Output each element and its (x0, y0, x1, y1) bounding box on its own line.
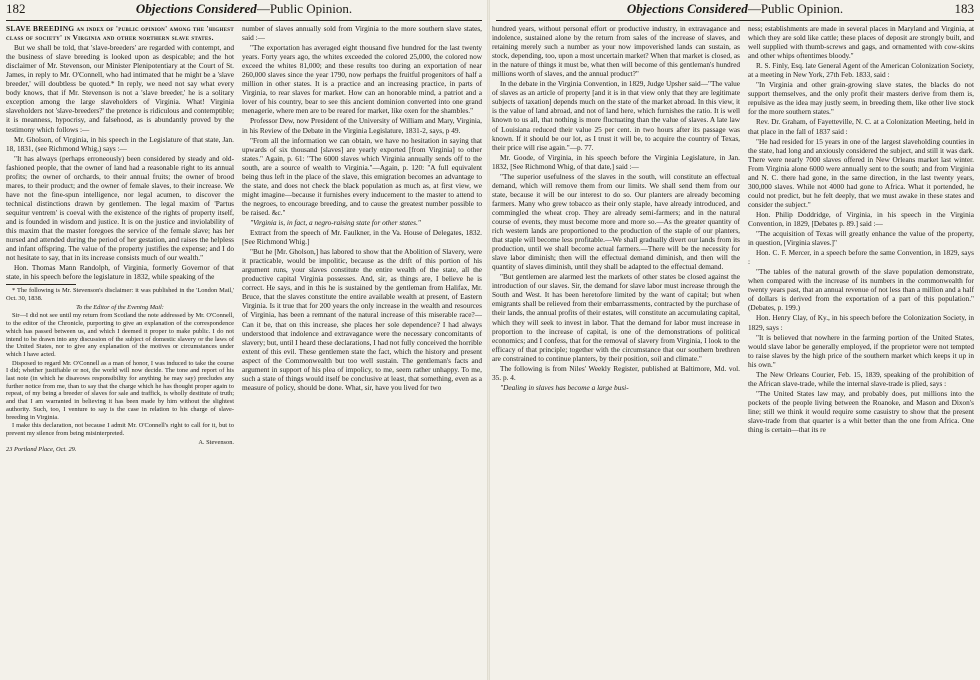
footnote-line: I make this declaration, not because I admit Mr. O'Connell's right to call for it, but to prevent my silence from being misinterpreted. (6, 422, 234, 437)
footnote-line: * The following is Mr. Stevenson's disclaimer: it was published in the 'London Mail,' Oct. 30, 1838. (6, 287, 234, 303)
section-heading: SLAVE BREEDING an index of 'public opinion' among the 'highest class of society' in Virginia and other northern slave states. (6, 24, 234, 43)
right-column-2 (748, 24, 974, 676)
left-header-rule (6, 20, 482, 21)
quotation: "But gentlemen are alarmed lest the markets of other states be closed against the introduction of our slaves. Sir, the demand for slave labor must increase through the South and West. It has been heretofore limited by the want of capital; but when emigrants shall be relieved from their embarrassments, contracted by the purchase of their lands, the annual profits of their estates, will constitute an accumulating capital, which they will seek to invest in labor. That the demand for labor must increase in proportion to the increase of capital, is one of the demonstrations of political economics; and I confess, that for the removal of slavery from Virginia, I look to the efficacy of that principle; together with the circumstance that our southern brethren are constrained to continue planters, by their position, soil and climate." (492, 272, 740, 363)
paragraph: ness; establishments are made in several places in Maryland and Virginia, at which they are sold like cattle; these places of deposit are strongly built, and well supplied with thumb-screws and gags, and ornamented with cow-skins and other whips oftentimes bloody." (748, 24, 974, 61)
paragraph: Rev. Dr. Graham, of Fayetteville, N. C. at a Colonization Meeting, held in that place in the fall of 1837 said : (748, 117, 974, 136)
paragraph: Mr. Gholson, of Virginia, in his speech in the Legislature of that state, Jan. 18, 1831, (see Richmond Whig,) says :— (6, 134, 234, 153)
quotation: "He had resided for 15 years in one of the largest slaveholding counties in the state, had long and anxiously considered the subject, and still it was dark. There were nearly 7000 slaves offered in New Orleans market last winter. From Virginia alone 6000 were annually sent to the south; and from Virginia and N. C. there had gone, in the same direction, in the last twenty years, 300,000 slaves. While not 4000 had gone to Africa. What it portended, he could not predict, but he felt deeply, that we must awake in these states and consider the subject." (748, 136, 974, 209)
quotation: "In Virginia and other grain-growing slave states, the blacks do not support themselves, and the only profit their masters derive from them is, repulsive as the idea may justly seem, in breeding them, like other live stock for the more southern states." (748, 80, 974, 117)
left-page-number: 182 (6, 1, 26, 16)
paragraph: hundred years, without personal effort or productive industry, in extravagance and indolence, sustained alone by the return from sales of the increase of slaves, and retaining merely such a number as your now impoverished lands can sustain, as stock, depending, too, upon a most uncertain market? When that market is closed, as in the nature of things it must be, what then will become of this gentleman's hundred millions worth of slaves, and the annual product?" (492, 24, 740, 79)
quotation: "Virginia is, in fact, a negro-raising state for other states." (250, 217, 421, 227)
left-running-title-rest: —Public Opinion. (256, 1, 353, 16)
quotation: "It is believed that nowhere in the farming portion of the United States, would slave labor be generally employed, if the proprietor were not tempted to raise slaves by the high price of the southern market which keeps it up in his own." (748, 332, 974, 369)
right-page (490, 0, 980, 680)
quotation: "The acquisition of Texas will greatly enhance the value of the property, in question, [Virginia slaves.]" (748, 229, 974, 248)
footnote (6, 287, 234, 437)
right-running-head (490, 0, 980, 18)
quotation: "It has always (perhaps erroneously) been considered by steady and old-fashioned people, that the owner of land had a reasonable right to its annual profits; the owner of orchards, to their annual fruits; the owner of brood mares, to their product; and the owner of female slaves, to their increase. We have not the fine-spun intelligence, nor legal acumen, to discover the technical distinctions drawn by gentlemen. The legal maxim of 'Partus sequitur ventrem' is coeval with the existence of the rights of property itself, and is founded in wisdom and justice. It is on the justice and inviolability of this maxim that the master foregoes the service of the female slave; has her nursed and attended during the period of her gestation, and raises the helpless and infant offspring. The value of the property justifies the expense; and I do not hesitate to say, that in its increase consists much of our wealth." (6, 153, 234, 263)
paragraph: number of slaves annually sold from Virginia to the more southern slave states, said :— (242, 24, 482, 43)
right-column-1 (492, 24, 740, 676)
quotation: "But he [Mr. Gholson,] has labored to show that the Abolition of Slavery, were it practicable, would be impolitic, because as the drift of this portion of his argument runs, your slaves constitute the entire wealth of the state, all the productive capital Virginia possesses. And, sir, as things are, I believe he is correct. He says, and in this he is sustained by the gentleman from Halifax, Mr. Bruce, that the slaves constitute the entire available wealth at present, of Eastern Virginia. Is it true that for 200 years the only increase in the wealth and resources of Virginia, has been a remnant of the natural increase of this miserable race?—Can it be, that on this increase, she places her sole dependence? I had always understood that indolence and extravagance were the necessary concomitants of slavery; but, until I heard these declarations, I had not fully conceived the horrible extent of this evil. These gentlemen state the fact, which the history and present aspect of the Commonwealth but too well sustain. The gentleman's facts and argument in support of his plea of impolicy, to me, seem rather unhappy. To me, such a state of things would itself be conclusive at least, that something, even as a measure of policy, should be done. What, sir, have you lived for two (242, 247, 482, 392)
footnote-place: 23 Portland Place, Oct. 29. (6, 446, 77, 454)
footnote-salutation: To the Editor of the Evening Mail: (76, 303, 164, 311)
quotation: "The United States law may, and probably does, put millions into the pockets of the people living between the Roanoke, and Mason and Dixon's line; still we think it would require some casuistry to show that the present slave-trade from that quarter is a whit better than the one from Africa. One thing is certain—that its re (748, 388, 974, 435)
quotation: "From all the information we can obtain, we have no hesitation in saying that upwards of six thousand [slaves] are yearly exported [from Virginia] to other states." Again, p. 61: "The 6000 slaves which Virginia annually sends off to the south, are a source of wealth to Virginia."—Again, p. 120: "A full equivalent being thus left in the place of the slave, this emigration becomes an advantage to the state, and does not check the black population as much as, at first view, we might imagine—because it furnishes every inducement to the master to attend to the negroes, to encourage breeding, and to cause the greatest number possible to be raised. &c." (242, 135, 482, 217)
quotation: "The superior usefulness of the slaves in the south, will constitute an effectual demand, which will remove them from our limits. We shall send them from our state, because it will be our interest to do so. Our planters are already becoming farmers. Many who grew tobacco as their only staple, have already introduced, and commingled the wheat crop. They are already semi-farmers; and in the natural course of events, they must become more and more so.—As the greater quantity of rich western lands are proportioned to the production of the staple of our planters, that staple will become less profitable.—We shall gradually divert our lands from its production, until we shall become actual farmers.—There will be the necessity for slave labor diminish; then will the effectual demand diminish, and then will the quantity of slaves diminish, until they shall be adapted to the effectual demand. (492, 171, 740, 272)
paragraph: Hon. Henry Clay, of Ky., in his speech before the Colonization Society, in 1829, says : (748, 313, 974, 332)
right-running-title-italic: Objections Considered (626, 1, 748, 16)
footnote-signature: A. Stevenson. (198, 438, 234, 446)
paragraph: Professor Dew, now President of the University of William and Mary, Virginia, in his Review of the Debate in the Virginia Legislature, 1831-2, says, p 49. (242, 116, 482, 135)
paragraph: The New Orleans Courier, Feb. 15, 1839, speaking of the prohibition of the African slave-trade, while the internal slave-trade is plied, says : (748, 369, 974, 388)
paragraph: The following is from Niles' Weekly Register, published at Baltimore, Md. vol. 35. p. 4. (492, 363, 740, 382)
paragraph: Extract from the speech of Mr. Faulkner, in the Va. House of Delegates, 1832. [See Richmond Whig.] (242, 228, 482, 247)
footnote-line: Sir—I did not see until my return from Scotland the note addressed by Mr. O'Connell, to the editor of the Chronicle, purporting to give an explanation of the correspondence which has passed between us, and which I deemed it proper to make public. I do not intend to be drawn into any discussion of the subject of domestic slavery or the laws of the United States, nor to give any explanation of the motives or circumstances under which I have acted. (6, 312, 234, 358)
paragraph: Hon. Philip Doddridge, of Virginia, in his speech in the Virginia Convention, in 1829, [Debates p. 89.] said :— (748, 209, 974, 228)
paragraph: Mr. Goode, of Virginia, in his speech before the Virginia Legislature, in Jan. 1832, [See Richmond Whig, of that date,] said :— (492, 152, 740, 171)
right-page-number: 183 (954, 1, 974, 16)
right-header-rule (496, 20, 974, 21)
paragraph: Hon. Thomas Mann Randolph, of Virginia, formerly Governor of that state, in his speech before the legislature in 1832, while speaking of the (6, 263, 234, 282)
paragraph: R. S. Finly, Esq. late General Agent of the American Colonization Society, at a meeting in New York, 27th Feb. 1833, said : (748, 61, 974, 80)
quotation: "Dealing in slaves has become a large busi- (500, 382, 629, 392)
left-running-head (0, 0, 488, 18)
quotation: "The tables of the natural growth of the slave population demonstrate, when compared with the increase of its numbers in the commonwealth for twenty years past, that an annual revenue of not less than a million and a half of dollars is derived from the exportation of a part of this population." (Debates, p. 199.) (748, 267, 974, 313)
paragraph: In the debate in the Virginia Convention, in 1829, Judge Upsher said—"The value of slaves as an article of property [and it is in that view only that they are legitimate subjects of taxation] depends much on the state of the market abroad. In this view, it is the value of land abroad, and not of land here, which furnishes the ratio. It is well known to us all, that nothing is more fluctuating than the value of slaves. A late law of Louisiana reduced their value 25 per cent. in two hours after its passage was known. If it should be our lot, as I trust it will be, to acquire the country of Texas, their price will rise again."—p. 77. (492, 79, 740, 152)
paragraph: Hon. C. F. Mercer, in a speech before the same Convention, in 1829, says : (748, 248, 974, 267)
left-column-1 (6, 24, 234, 676)
left-running-title-italic: Objections Considered (135, 1, 257, 16)
right-running-title (490, 0, 980, 18)
footnote-rule (6, 284, 76, 285)
right-running-title-rest: —Public Opinion. (747, 1, 844, 16)
left-column-2 (242, 24, 482, 676)
paragraph: But we shall be told, that 'slave-breeders' are regarded with contempt, and the business of slave breeding is looked upon as despicable; and the hot disclaimer of Mr. Stevenson, our Minister Plenipotentiary at the Court of St. James, in reply to Mr. O'Connell, who had intimated that he might be a 'slave breeder,' will doubtless be quoted.* In reply, we need not say what every body knows, that if Mr. Stevenson is not a 'slave breeder,' he is a solitary exception among the large slaveholders of Virginia. What! Virginia slaveholders not 'slave-breeders?' the pretence is ridiculous and contemptible; it is meanness, hypocrisy, and falsehood, as is abundantly proved by the testimony which follows :— (6, 43, 234, 134)
left-page (0, 0, 488, 680)
footnote-line: Disposed to regard Mr. O'Connell as a man of honor, I was induced to take the course I did; whether justifiable or not, the world will now decide. The tone and report of his last note (in which he disavows responsibility for anything he may say) precludes any further notice from me, than to say that the charge which he has thought proper again to repeat, of my being a breeder of slaves for sale and traffick, is wholly destitute of truth; and that I am warranted in believing it has been made by him without the slightest authority. Such, too, I venture to say is the case in relation to his charge of slave-breeding in Virginia. (6, 359, 234, 421)
quotation: "The exportation has averaged eight thousand five hundred for the last twenty years. Forty years ago, the whites exceeded the colored 25,000, the colored now exceed the whites 81,000; and these results too during an exportation of near 260,000 slaves since the year 1790, now perhaps the fruitful progenitors of half a million in other states. It is a practice and an increasing practice, in parts of Virginia, to rear slaves for market. How can an honorable mind, a patriot and a lover of his country, bear to see this ancient dominion converted into one grand menagerie, where men are to be reared for market, like oxen for the shambles." (242, 43, 482, 116)
left-running-title (0, 0, 488, 18)
